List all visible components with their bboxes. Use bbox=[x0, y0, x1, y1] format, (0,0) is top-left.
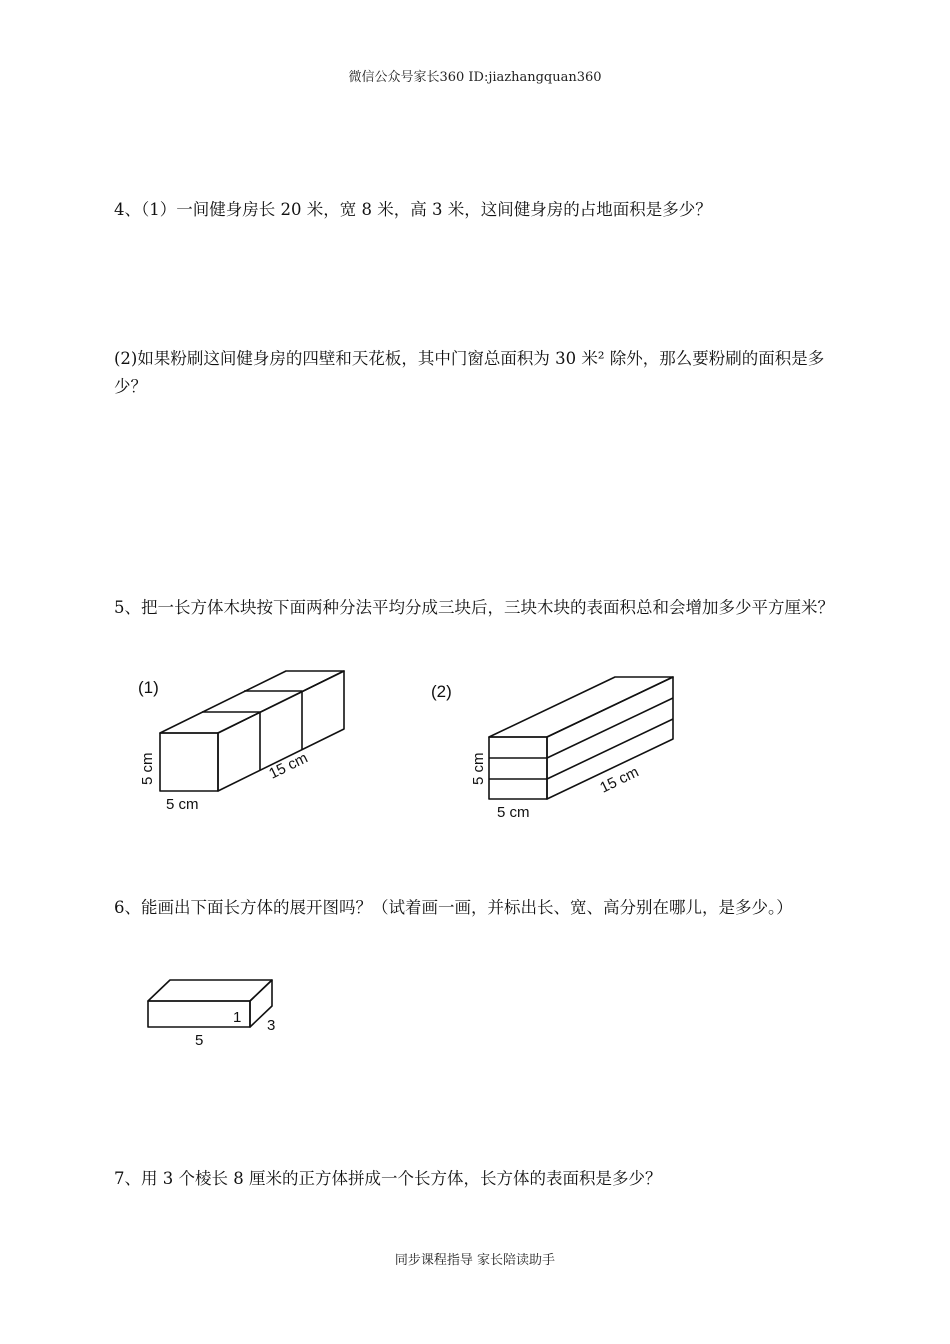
question-5: 5、把一长方体木块按下面两种分法平均分成三块后，三块木块的表面积总和会增加多少平方厘米？ bbox=[114, 598, 834, 617]
division-line-2 bbox=[244, 691, 302, 750]
top-face bbox=[160, 671, 344, 733]
question-4-part-1: 4、（1）一间健身房长 20 米，宽 8 米，高 3 米，这间健身房的占地面积是多少？ bbox=[114, 200, 712, 219]
layer-line-1 bbox=[489, 698, 673, 758]
page-header: 微信公众号家长360 ID:jiazhangquan360 bbox=[348, 70, 602, 85]
figure-cuboid-split-layers bbox=[425, 665, 695, 835]
figure-flat-cuboid bbox=[140, 970, 300, 1055]
layer-line-2 bbox=[489, 719, 673, 779]
figure-3-width-label: 3 bbox=[267, 1017, 276, 1034]
question-6: 6、能画出下面长方体的展开图吗？（试着画一画，并标出长、宽、高分别在哪儿，是多少。） bbox=[114, 898, 793, 917]
question-7: 7、用 3 个棱长 8 厘米的正方体拼成一个长方体，长方体的表面积是多少？ bbox=[114, 1169, 662, 1188]
question-4-part-2: (2)如果粉刷这间健身房的四壁和天花板，其中门窗总面积为 30 米² 除外，那么要粉刷的面积是多少？ bbox=[114, 349, 825, 396]
figure-1-height-label: 5 cm bbox=[139, 752, 156, 785]
figure-1-width-label: 5 cm bbox=[166, 796, 199, 813]
front-face bbox=[160, 733, 218, 791]
figure-2-label: (2) bbox=[431, 682, 452, 701]
page-footer: 同步课程指导 家长陪读助手 bbox=[394, 1253, 556, 1268]
figure-1-label: (1) bbox=[138, 678, 159, 697]
front-face bbox=[489, 737, 547, 799]
figure-2-width-label: 5 cm bbox=[497, 804, 530, 821]
top-face bbox=[489, 677, 673, 737]
figure-3-length-label: 5 bbox=[195, 1032, 204, 1049]
division-line-1 bbox=[202, 712, 260, 770]
figure-3-height-label: 1 bbox=[233, 1009, 242, 1026]
figure-2-length-label: 15 cm bbox=[597, 763, 642, 797]
figure-2-height-label: 5 cm bbox=[470, 752, 487, 785]
figure-cuboid-split-length bbox=[130, 665, 370, 825]
figure-1-length-label: 15 cm bbox=[266, 749, 311, 783]
